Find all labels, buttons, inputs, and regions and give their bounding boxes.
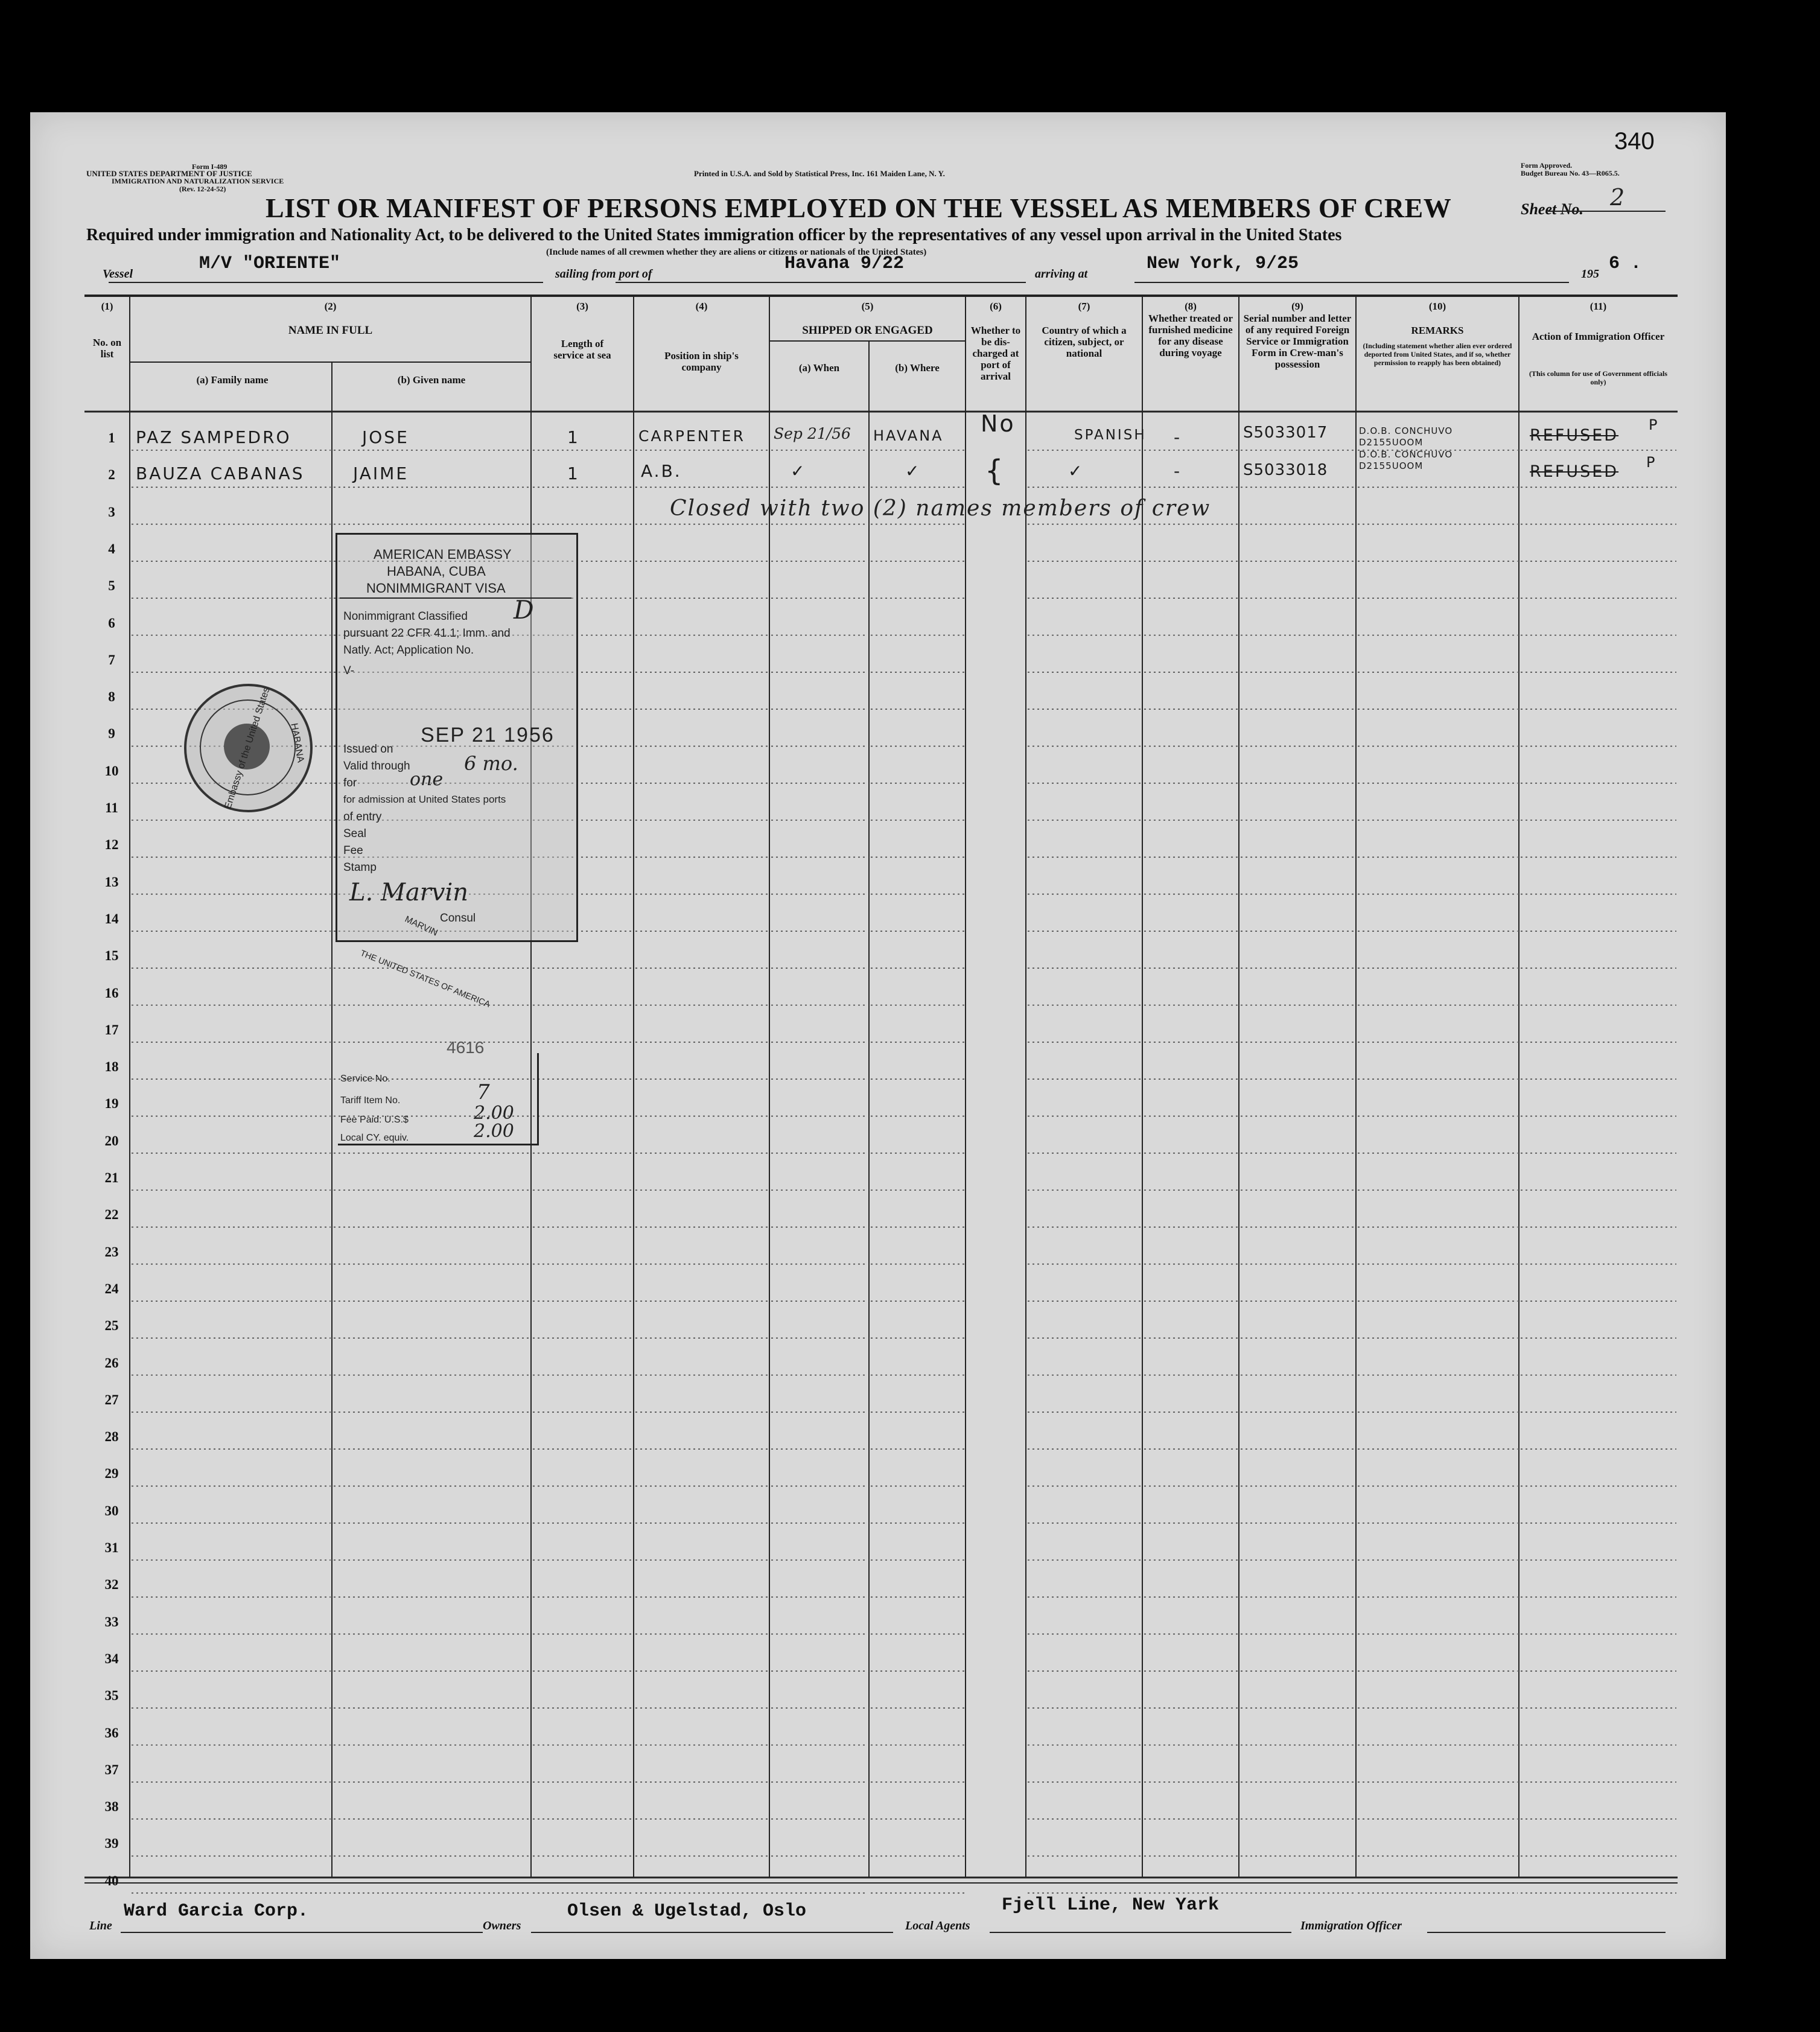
year-label: 195 [1581, 267, 1599, 281]
row-number: 29 [104, 1466, 119, 1482]
department: UNITED STATES DEPARTMENT OF JUSTICE [86, 169, 252, 178]
row1-position: CARPENTER [638, 427, 745, 445]
row-number: 14 [104, 911, 119, 926]
col-9-header: Serial number and letter of any required Foreign Service or Immigration Form in Crew-man's possession [1243, 313, 1352, 370]
row-number: 39 [104, 1836, 119, 1852]
visa-line2: HABANA, CUBA [387, 564, 486, 579]
printer-note: Printed in U.S.A. and Sold by Statistical Press, Inc. 161 Maiden Lane, N. Y. [694, 169, 945, 178]
row1-length: 1 [567, 427, 580, 447]
row-number: 7 [108, 652, 115, 667]
row-number: 11 [105, 800, 118, 815]
footer-agents-value: Fjell Line, New Yark [1002, 1895, 1220, 1916]
row-number: 6 [108, 615, 115, 631]
year-value: 6 . [1609, 253, 1642, 274]
row1-serial: S5033017 [1243, 424, 1328, 442]
visa-valid-value: 6 mo. [464, 752, 518, 775]
fee-paid-value: 2.00 [474, 1103, 514, 1124]
form-approved: Form Approved. [1521, 161, 1573, 170]
visa-act: Natly. Act; Application No. [343, 644, 474, 657]
row1-action: REFUSED [1530, 426, 1619, 445]
row-number: 16 [104, 985, 119, 1001]
row2-remarks: D.O.B. CONCHUVO D2155UOOM [1359, 449, 1453, 471]
row-number: 34 [104, 1651, 119, 1666]
budget-bureau: Budget Bureau No. 43—R065.5. [1521, 169, 1620, 177]
col-11-header: Action of Immigration Officer [1532, 331, 1665, 342]
row-number: 12 [104, 837, 119, 853]
col-6-number: (6) [990, 301, 1002, 312]
row-number: 36 [104, 1725, 119, 1741]
row-number: 40 [104, 1873, 119, 1888]
row-number: 27 [104, 1392, 119, 1407]
row1-when: Sep 21/56 [774, 425, 851, 442]
row2-length: 1 [567, 463, 580, 483]
row-number: 17 [104, 1022, 119, 1037]
fee-stamp-number: 4616 [447, 1038, 485, 1057]
row1-where: HAVANA [873, 427, 944, 444]
row-number: 25 [104, 1318, 119, 1334]
row-number: 31 [104, 1540, 119, 1555]
visa-valid-through: Valid through [343, 760, 410, 772]
row2-given-name: JAIME [353, 463, 409, 483]
row1-medicine: - [1174, 427, 1182, 447]
fee-service-no: Service No. [340, 1074, 390, 1084]
col-2-number: (2) [324, 301, 337, 312]
visa-class-value: D [514, 595, 534, 625]
row2-medicine: - [1174, 461, 1182, 481]
revision-date: (Rev. 12-24-52) [179, 185, 226, 193]
row-number: 30 [104, 1503, 119, 1518]
row-number: 4 [108, 541, 115, 556]
fee-tariff-value: 7 [477, 1080, 490, 1104]
visa-vice: MARVIN [403, 914, 439, 938]
footer-line-label: Line [89, 1919, 112, 1932]
fee-local: Local CY. equiv. [340, 1133, 409, 1143]
row2-serial: S5033018 [1243, 461, 1328, 479]
col-8-number: (8) [1185, 301, 1197, 312]
row1-given-name: JOSE [362, 427, 409, 447]
visa-seal: Seal [343, 827, 367, 840]
sheet-value: 2 [1610, 184, 1625, 211]
row-number: 15 [104, 948, 119, 964]
row-number: 28 [104, 1429, 119, 1445]
row-number: 37 [104, 1762, 119, 1777]
visa-sub-line: THE UNITED STATES OF AMERICA [359, 948, 492, 1009]
row-number: 8 [108, 689, 115, 705]
row-number: 21 [104, 1170, 119, 1185]
col-5-header: SHIPPED OR ENGAGED [802, 324, 933, 337]
row-number: 26 [104, 1355, 119, 1371]
sailing-value: Havana 9/22 [784, 253, 905, 274]
col-9-number: (9) [1291, 301, 1303, 312]
service-name: IMMIGRATION AND NATURALIZATION SERVICE [112, 177, 284, 185]
visa-class-label: Nonimmigrant Classified [343, 610, 468, 623]
col-10-note: (Including statement whether alien ever ordered deported from United States, and if so, whether permission to reapply has been obtained) [1363, 342, 1512, 367]
visa-admission: for admission at United States ports [343, 794, 506, 805]
embassy-seal [184, 684, 313, 812]
closing-note: Closed with two (2) names members of crew [670, 496, 1211, 521]
col-5a-header: (a) When [798, 362, 840, 374]
col-2-header: NAME IN FULL [288, 324, 373, 337]
col-1-number: (1) [101, 301, 113, 312]
visa-pursuant: pursuant 22 CFR 41.1; Imm. and [343, 627, 511, 640]
visa-for-value: one [410, 769, 444, 790]
row-number: 32 [104, 1577, 119, 1593]
visa-stamp-label: Stamp [343, 861, 377, 874]
row-number: 22 [104, 1207, 119, 1223]
row1-discharged: No [981, 410, 1016, 437]
row-number: 23 [104, 1244, 119, 1260]
visa-line1: AMERICAN EMBASSY [374, 547, 512, 562]
visa-consul: Consul [440, 912, 476, 925]
col-3-number: (3) [576, 301, 588, 312]
visa-line3: NONIMMIGRANT VISA [366, 581, 506, 596]
row1-family-name: PAZ SAMPEDRO [136, 427, 291, 447]
visa-fee: Fee [343, 844, 363, 857]
seal-text-left: Embassy of the United States [223, 686, 272, 811]
vessel-value: M/V "ORIENTE" [199, 253, 341, 274]
col-1-header: No. on list [92, 337, 122, 360]
row-number: 3 [108, 504, 115, 520]
visa-stamp [336, 533, 578, 942]
col-5-number: (5) [861, 301, 874, 312]
footer-owners-label: Owners [483, 1919, 521, 1932]
arriving-label: arriving at [1035, 267, 1088, 281]
footer-agents-label: Local Agents [905, 1919, 970, 1932]
col-4-number: (4) [695, 301, 708, 312]
row-number: 24 [104, 1281, 119, 1296]
row-number: 2 [108, 467, 115, 483]
row2-country: ✓ [1068, 461, 1084, 481]
row-number: 35 [104, 1688, 119, 1704]
col-8-header: Whether treated or furnished medicine for any disease during voyage [1148, 313, 1233, 358]
col-4-header: Position in ship's company [664, 350, 739, 373]
row1-action-mark: P [1649, 416, 1659, 433]
seal-text-right: HABANA [288, 722, 306, 763]
vessel-label: Vessel [103, 267, 133, 281]
arriving-value: New York, 9/25 [1147, 253, 1299, 274]
col-11-note: (This column for use of Government officials only) [1529, 369, 1668, 386]
row1-remarks: D.O.B. CONCHUVO D2155UOOM [1359, 425, 1453, 448]
row-number: 19 [104, 1096, 119, 1112]
row-number: 18 [104, 1059, 119, 1075]
row-number: 1 [108, 430, 115, 445]
document-title: LIST OR MANIFEST OF PERSONS EMPLOYED ON THE VESSEL AS MEMBERS OF CREW [266, 193, 1452, 223]
sailing-label: sailing from port of [555, 267, 652, 281]
col-11-number: (11) [1589, 301, 1607, 312]
form-number: Form I-489 [192, 162, 228, 171]
col-7-header: Country of which a citizen, subject, or national [1042, 325, 1127, 359]
fee-local-value: 2.00 [474, 1121, 514, 1142]
fee-paid: Fee Paid: U.S.$ [340, 1115, 409, 1125]
visa-date: SEP 21 1956 [421, 724, 555, 747]
row2-when: ✓ [791, 461, 807, 481]
page-number: 340 [1614, 128, 1655, 154]
row2-family-name: BAUZA CABANAS [136, 463, 305, 483]
col-6-header: Whether to be dis-charged at port of arrival [970, 325, 1021, 382]
row-number: 9 [108, 726, 115, 742]
sheet-label: Sheet No. [1521, 200, 1583, 218]
include-note: (Include names of all crewmen whether they are aliens or citizens or nationals of the United States) [546, 247, 927, 257]
visa-for-label: for [343, 777, 357, 789]
fee-stamp [338, 1038, 539, 1145]
row2-action: REFUSED [1530, 462, 1619, 481]
row2-where: ✓ [905, 461, 921, 481]
row-number: 10 [104, 763, 119, 779]
col-3-header: Length of service at sea [553, 338, 611, 361]
footer-officer-label: Immigration Officer [1300, 1919, 1402, 1932]
visa-of-entry: of entry [343, 811, 382, 823]
row-number: 33 [104, 1614, 119, 1629]
col-2b-header: (b) Given name [397, 374, 466, 386]
col-2a-header: (a) Family name [196, 374, 269, 386]
document-subtitle: Required under immigration and Nationality Act, to be delivered to the United States immigration officer by the representatives of any vessel upon arrival in the United States [86, 226, 1342, 244]
col-7-number: (7) [1078, 301, 1090, 312]
row2-action-mark: P [1646, 454, 1657, 471]
col-10-number: (10) [1428, 301, 1446, 312]
footer-owners-value: Olsen & Ugelstad, Oslo [567, 1901, 807, 1922]
consul-signature: L. Marvin [349, 879, 469, 906]
visa-issued-on: Issued on [343, 743, 393, 756]
row-number: 13 [104, 874, 119, 890]
footer-line-value: Ward Garcia Corp. [124, 1901, 309, 1922]
col-10-header: REMARKS [1411, 325, 1464, 336]
row2-position: A.B. [641, 461, 682, 481]
row-number: 20 [104, 1133, 119, 1148]
col-5b-header: (b) Where [895, 362, 940, 374]
visa-v-label: V- [343, 664, 354, 677]
row-number: 5 [108, 578, 115, 594]
row2-discharged: { [985, 454, 1005, 488]
fee-tariff: Tariff Item No. [340, 1095, 401, 1106]
row-number: 38 [104, 1799, 119, 1815]
row1-country: SPANISH [1074, 427, 1147, 443]
